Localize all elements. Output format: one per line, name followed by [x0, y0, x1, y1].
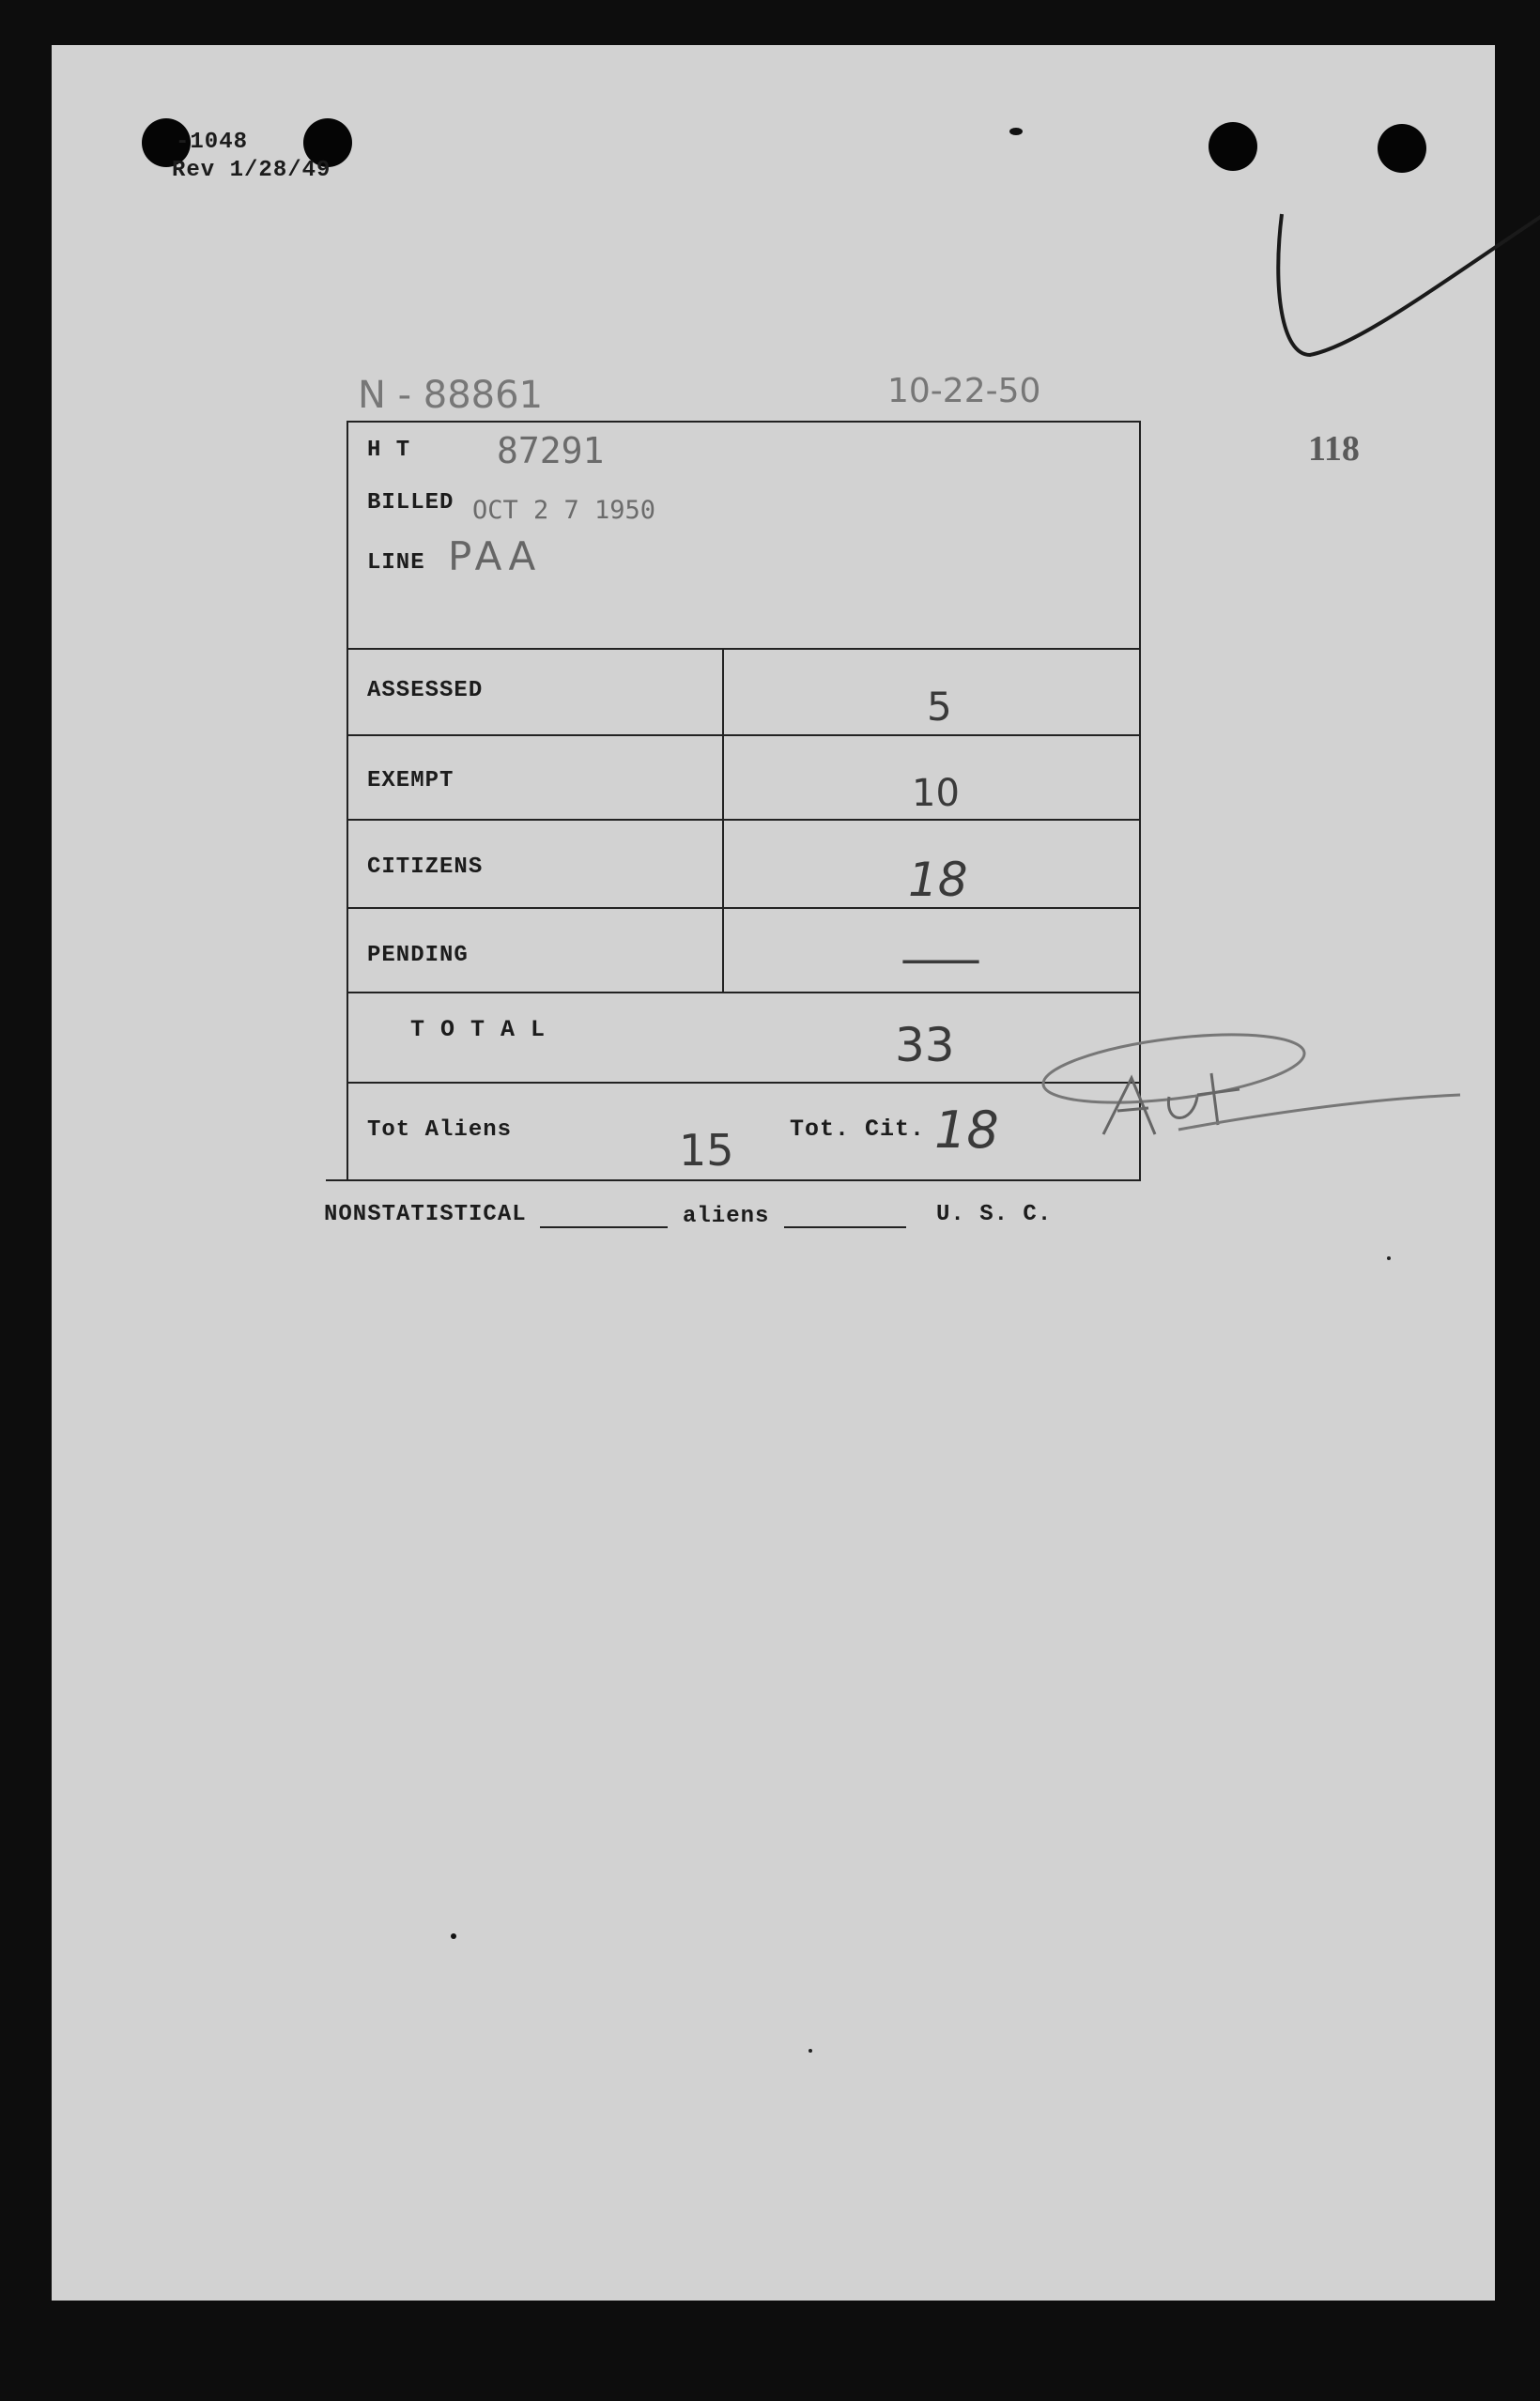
billed-value: OCT 2 7 1950 [472, 496, 656, 525]
page-number: 118 [1308, 429, 1360, 469]
tot-cit-value: 18 [934, 1100, 999, 1160]
table-divider-citizens [346, 907, 1139, 909]
line-value: PAA [448, 533, 542, 579]
usc-label: U. S. C. [936, 1202, 1053, 1227]
speck-1 [451, 1933, 456, 1939]
table-bottom-border [326, 1179, 1141, 1181]
form-number: -1048 [176, 130, 249, 155]
nonstatistical-label: NONSTATISTICAL [324, 1202, 527, 1227]
table-divider-pending [346, 992, 1139, 993]
line-label: LINE [367, 550, 425, 576]
speck-3 [1009, 128, 1023, 135]
assessed-label: ASSESSED [367, 678, 484, 703]
date-written: 10-22-50 [887, 372, 1041, 410]
document-page [52, 45, 1495, 2301]
tot-aliens-value: 15 [679, 1125, 734, 1176]
speck-4 [1387, 1256, 1391, 1260]
punch-hole-4 [1378, 124, 1426, 173]
nonstatistical-blank [540, 1226, 668, 1228]
total-value: 33 [895, 1018, 955, 1072]
file-number: N - 88861 [358, 374, 544, 417]
table-divider-total [346, 1082, 1139, 1084]
table-divider-exempt [346, 819, 1139, 821]
table-divider-header [346, 648, 1139, 650]
ht-label: H T [367, 438, 411, 463]
initials-scribble-icon [1038, 1022, 1470, 1162]
pending-value: — [899, 931, 983, 986]
check-mark-icon [1272, 177, 1540, 383]
table-top-border [346, 421, 1139, 423]
pending-label: PENDING [367, 943, 469, 968]
billed-label: BILLED [367, 490, 454, 516]
citizens-label: CITIZENS [367, 854, 484, 880]
table-left-border [346, 421, 348, 1181]
total-label: T O T A L [410, 1016, 547, 1043]
punch-hole-3 [1209, 122, 1257, 171]
citizens-value: 18 [908, 853, 968, 907]
speck-2 [808, 2049, 812, 2053]
tot-aliens-label: Tot Aliens [367, 1117, 513, 1143]
aliens-label: aliens [683, 1204, 770, 1229]
assessed-value: 5 [927, 684, 952, 730]
exempt-label: EXEMPT [367, 768, 454, 793]
form-revision: Rev 1/28/49 [172, 158, 331, 183]
aliens-blank [784, 1226, 906, 1228]
table-divider-assessed [346, 734, 1139, 736]
tot-cit-label: Tot. Cit. [790, 1116, 926, 1143]
ht-value: 87291 [497, 430, 605, 471]
exempt-value: 10 [912, 772, 960, 815]
